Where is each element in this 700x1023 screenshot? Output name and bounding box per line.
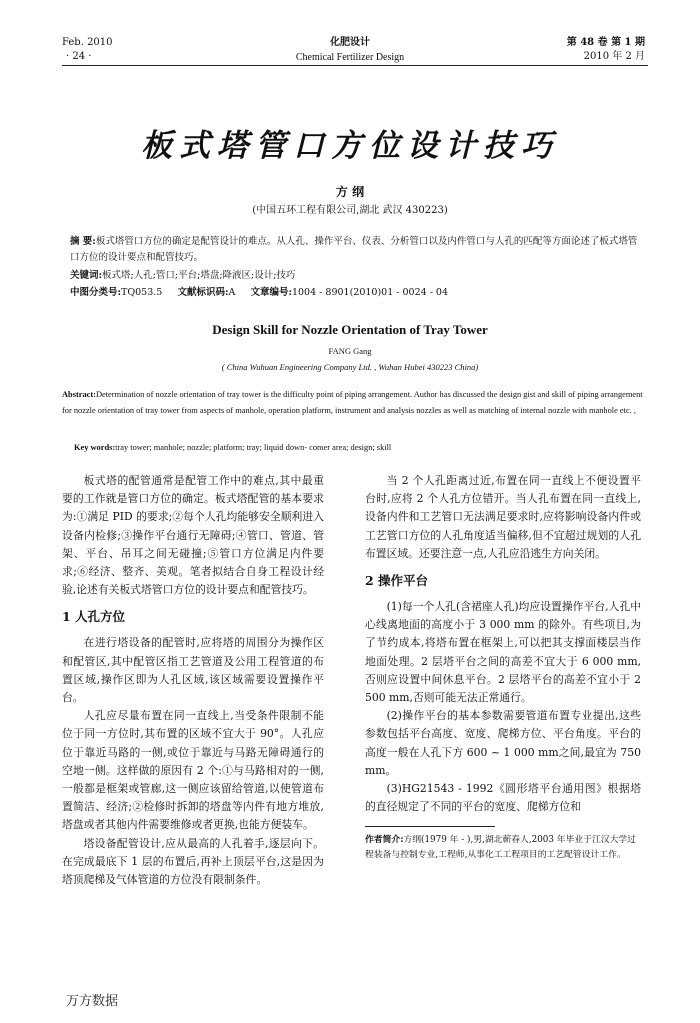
section-1-paragraph-2: 人孔应尽量布置在同一直线上,当受条件限制不能位于同一方位时,其布置的区域不宜大于 90°。人孔应位于靠近马路的一侧,或位于靠近与马路无障碍通行的空地一侧。这样做的原因有 2 个:①与马路相对的一侧,一般都是框架或管廊,这一侧应该留给管道,以使管道布置简洁、经济;②检修时拆卸的塔盘等内件有地方堆放,塔盘或者其他内件需要维修或者更换,也能方便装车。 (62, 709, 324, 832)
right-paragraph-1: 当 2 个人孔距离过近,布置在同一直线上不便设置平台时,应将 2 个人孔方位错开。当人孔布置在同一直线上,设备内件和工艺管口无法满足要求时,应将影响设备内件或工艺管口方位的人孔角度适当偏移,但不宜超过规划的人孔布置区域。还要注意一点,人孔应沿逃生方向关闭。 (365, 474, 641, 560)
abstract-en (62, 387, 648, 418)
keywords-cn-text: 板式塔;人孔;管口;平台;塔盘;降液区;设计;技巧 (102, 270, 296, 281)
keywords-en (74, 441, 648, 455)
author-footnote-text: 方纲(1979 年 - ),男,湖北蕲春人,2003 年毕业于江汉大学过程装备与控制专业,工程师,从事化工工程项目的工艺配管设计工作。 (365, 835, 636, 861)
author-footnote (365, 833, 641, 863)
header-journal-cn: 化肥设计 (330, 37, 370, 48)
keywords-cn (70, 268, 645, 284)
section-2-paragraph-3: (3)HG21543 - 1992《圆形塔平台通用图》根据塔的直径规定了不同的平台的宽度、爬梯方位和 (365, 782, 641, 814)
section-1-paragraph-3: 塔设备配管设计,应从最高的人孔着手,逐层向下。在完成最底下 1 层的布置后,再补上顶层平台,这是因为塔顶爬梯及气体管道的方位没有限制条件。 (62, 836, 324, 887)
right-column (365, 472, 641, 863)
intro-paragraph: 板式塔的配管通常是配管工作中的难点,其中最重要的工作就是管口方位的确定。板式塔配管的基本要求为:①满足 PID 的要求;②每个人孔均能够安全顺利进入设备内检修;③操作平台通行无障碍;④管口、管道、管架、平台、吊耳之间无碰撞;⑤管口方位满足内件要求;⑥经济、整齐、美观。笔者拟结合自身工程设计经验,论述有关板式塔管口方位的设计要点和配管技巧。 (62, 474, 324, 597)
watermark-text: 万方数据 (66, 994, 119, 1009)
article-title: 板式塔管口方位设计技巧 (141, 128, 559, 164)
classification-line (70, 285, 645, 301)
footnote-rule (365, 826, 495, 827)
author-name-en: FANG Gang (328, 346, 372, 356)
header-rule (62, 65, 648, 66)
section-1-heading: 1 人孔方位 (62, 609, 126, 625)
article-no-label: 文章编号: (250, 287, 292, 298)
article-no-value: 1004 - 8901(2010)01 - 0024 - 04 (291, 287, 449, 298)
header-issue-date: 2010 年 2 月 (583, 51, 645, 62)
clc-label: 中图分类号: (70, 287, 122, 298)
header-volume: 第 48 卷 第 1 期 (566, 37, 645, 48)
section-2-heading: 2 操作平台 (365, 573, 429, 589)
abstract-en-text: Determination of nozzle orientation of tray tower is the difficulty point of piping arrangement. Author has discussed the design gist and skill of piping arrangement for nozzle orientation of tray tower from aspects of manhole, operation platform, instrument and analysis nozzles as well as matching of internal nozzle with manhole etc. , (62, 390, 643, 415)
author-affiliation-en: ( China Wuhuan Engineering Company Ltd. , Wuhan Hubei 430223 China) (221, 362, 479, 372)
header-journal-en: Chemical Fertilizer Design (295, 52, 405, 63)
article-title-en: Design Skill for Nozzle Orientation of Tray Tower (212, 322, 488, 337)
section-2-paragraph-1: (1)每一个人孔(含裙座人孔)均应设置操作平台,人孔中心线离地面的高度小于 3 000 mm 的除外。有些项目,为了节约成本,将塔布置在框架上,可以把其支撑面楼层当作地面处理。2 层塔平台之间的高差不宜大于 6 000 mm,否则应设置中间休息平台。2 层塔平台的高差不宜小于 2 500 mm,否则可能无法正常通行。 (365, 600, 641, 705)
author-footnote-label: 作者简介: (365, 835, 404, 846)
header-date: Feb. 2010 (62, 37, 113, 48)
section-2-paragraph-2: (2)操作平台的基本参数需要管道布置专业提出,这些参数包括平台高度、宽度、爬梯方位、平台角度。平台的高度一般在人孔下方 600 ~ 1 000 mm之间,最宜为 750 mm。 (365, 709, 641, 777)
header-page-number: · 24 · (66, 51, 92, 62)
keywords-en-label: Key words: (74, 443, 116, 452)
left-column (62, 472, 324, 889)
keywords-cn-label: 关键词: (70, 270, 103, 281)
author-name: 方 纲 (335, 185, 365, 199)
abstract-cn-label: 摘 要: (70, 236, 96, 247)
abstract-cn-text: 板式塔管口方位的确定是配管设计的难点。从人孔、操作平台、仪表、分析管口以及内件管口与人孔的匹配等方面论述了板式塔管口方位的设计要点和配管技巧。 (70, 236, 638, 263)
section-1-paragraph-1: 在进行塔设备的配管时,应将塔的周围分为操作区和配管区,其中配管区指工艺管道及公用工程管道的布置区域,操作区即为人孔区域,该区域需要设置操作平台。 (62, 636, 324, 705)
clc-value: TQ053.5 (121, 287, 163, 298)
author-affiliation: (中国五环工程有限公司,湖北 武汉 430223) (252, 205, 448, 216)
doc-code-label: 文献标识码: (177, 287, 229, 298)
abstract-en-label: Abstract: (62, 390, 96, 399)
keywords-en-text: tray tower; manhole; nozzle; platform; tray; liquid down- comer area; design; skill (115, 443, 392, 452)
abstract-cn (70, 234, 645, 266)
doc-code-value: A (228, 287, 236, 298)
